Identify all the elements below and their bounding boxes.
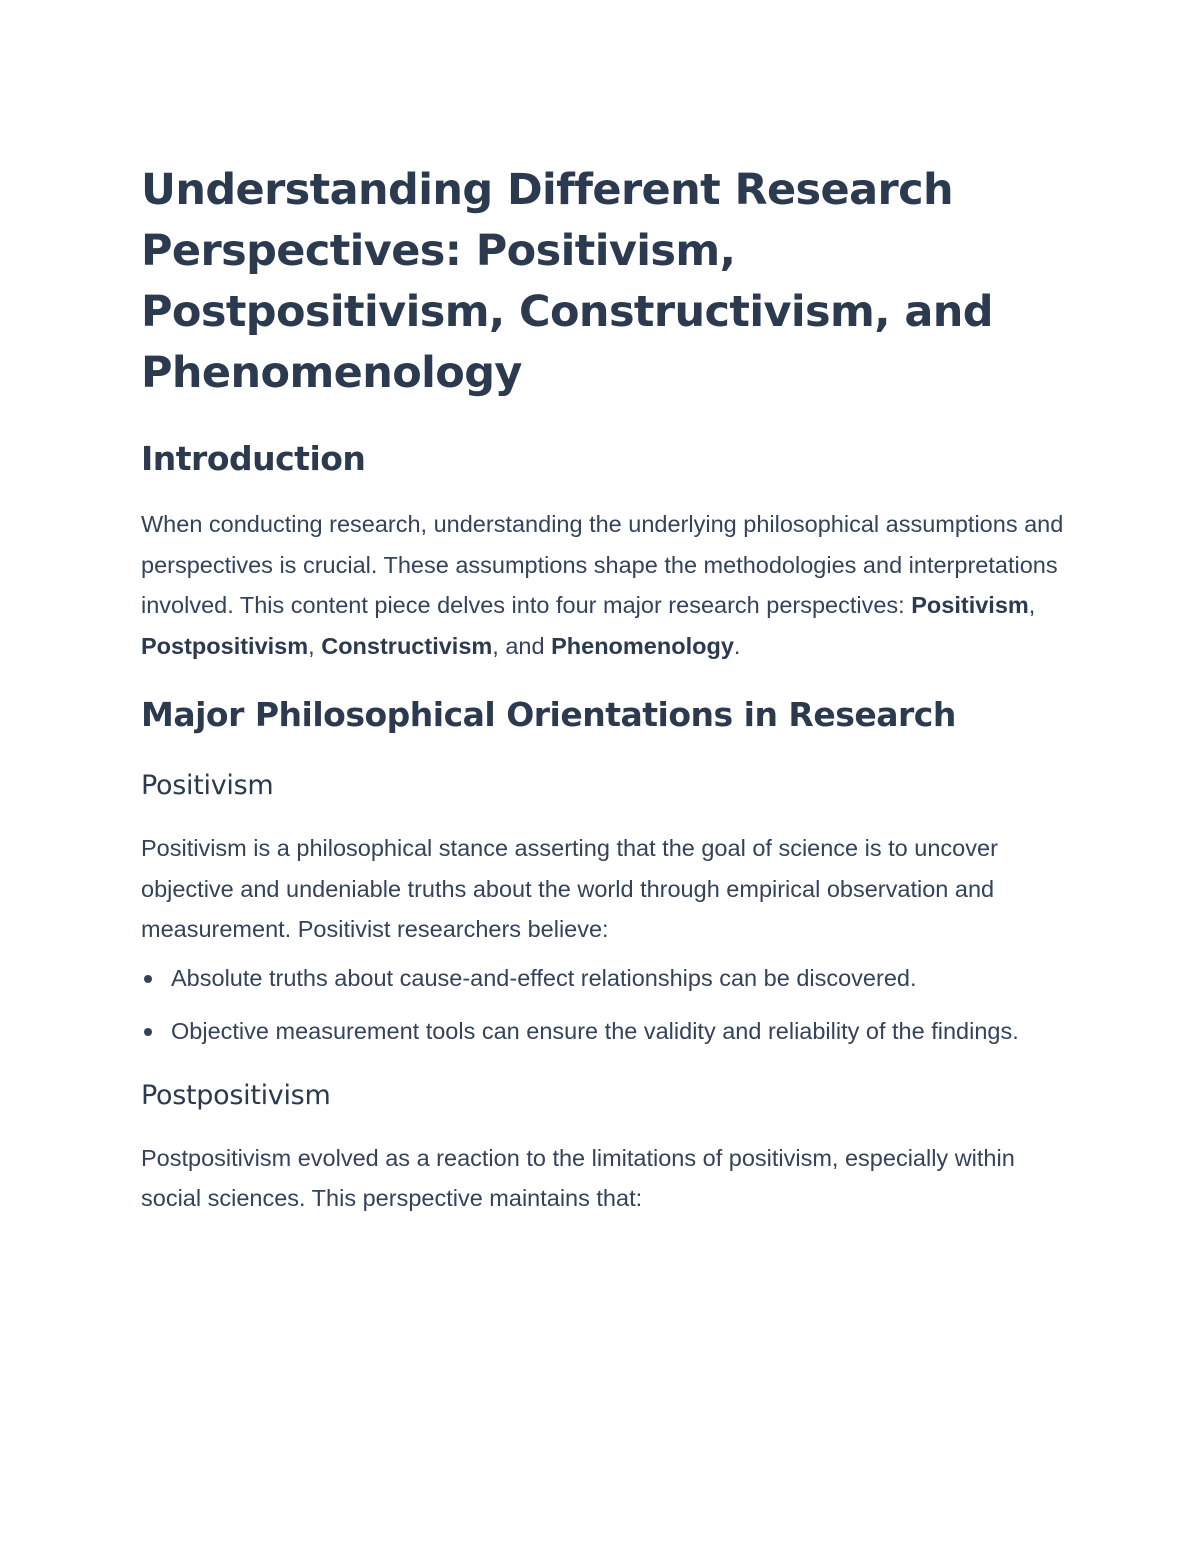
term-phenomenology: Phenomenology	[551, 632, 734, 659]
positivism-paragraph: Positivism is a philosophical stance asserting that the goal of science is to uncover objective and undeniable truths about the world through empirical observation and measurement. Positivist researchers believe:	[141, 835, 998, 942]
list-item-text: Objective measurement tools can ensure the validity and reliability of the findings.	[171, 1018, 1019, 1044]
term-positivism: Positivism	[911, 592, 1029, 618]
separator: ,	[1028, 592, 1036, 618]
major-orientations-heading: Major Philosophical Orientations in Research	[141, 695, 956, 734]
document-page	[141, 160, 1071, 1219]
postpositivism-paragraph: Postpositivism evolved as a reaction to the limitations of positivism, especially within social sciences. This perspective maintains that:	[141, 1144, 1015, 1211]
bullet-icon	[144, 975, 152, 983]
list-item	[141, 1011, 1071, 1052]
list-item	[141, 958, 1071, 999]
positivism-heading: Positivism	[141, 770, 274, 801]
bullet-icon	[144, 1028, 152, 1036]
introduction-heading: Introduction	[141, 439, 366, 478]
separator: , and	[492, 632, 552, 659]
positivism-beliefs-list	[141, 958, 1071, 1052]
introduction-paragraph	[141, 504, 1071, 666]
term-postpositivism: Postpositivism	[141, 632, 309, 659]
list-item-text: Absolute truths about cause-and-effect relationships can be discovered.	[171, 964, 917, 991]
separator: ,	[308, 632, 322, 659]
introduction-text: When conducting research, understanding the underlying philosophical assumptions and perspectives is crucial. These assumptions shape the methodologies and interpretations involved. This content piece delves into four major research perspectives:	[141, 511, 1064, 618]
document-title: Understanding Different Research Perspectives: Positivism, Postpositivism, Constructivism, and Phenomenology	[141, 165, 993, 398]
sentence-end: .	[733, 632, 741, 659]
term-constructivism: Constructivism	[321, 632, 493, 659]
postpositivism-heading: Postpositivism	[141, 1079, 331, 1111]
